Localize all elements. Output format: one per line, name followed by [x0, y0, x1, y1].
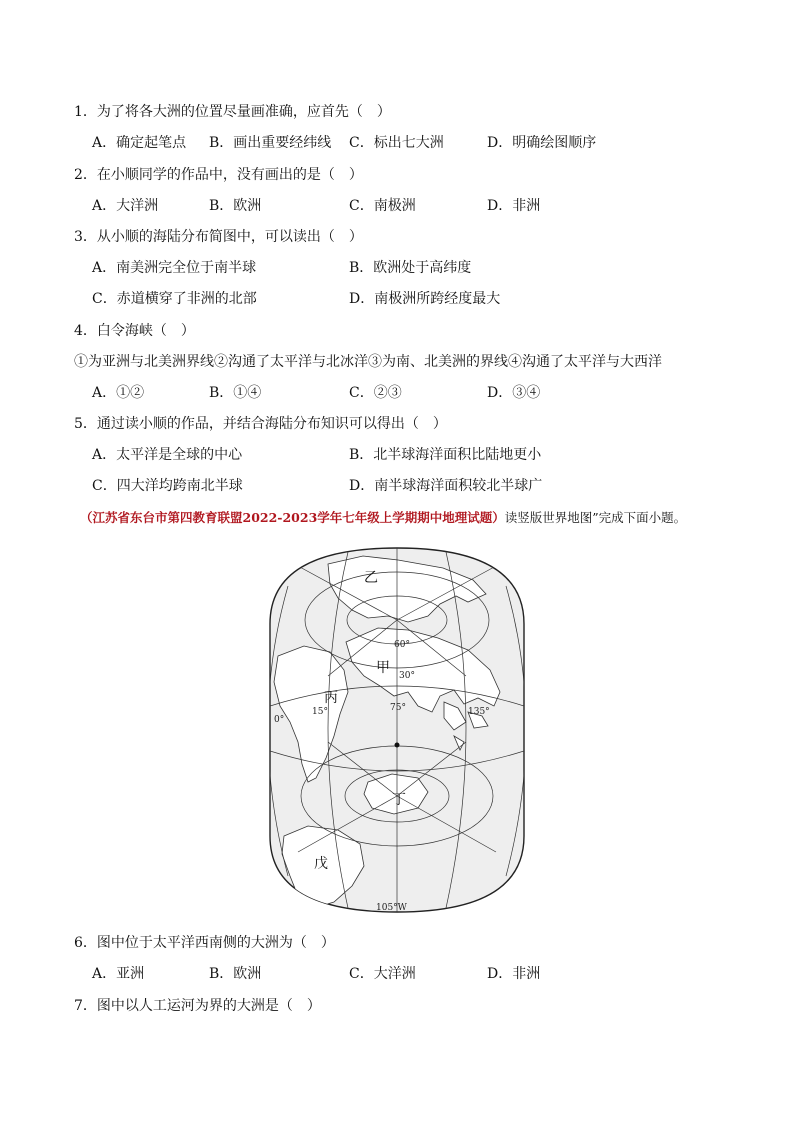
label-yi: 乙 — [364, 570, 378, 586]
q3-option-c: C．赤道横穿了非洲的北部 — [92, 291, 257, 307]
question-4-stem: 4．白令海峡（ ） — [74, 323, 195, 339]
question-6-stem: 6．图中位于太平洋西南侧的大洲为（ ） — [74, 935, 335, 951]
q6-option-c: C．大洋洲 — [349, 966, 416, 982]
q4-statements: ①为亚洲与北美洲界线②沟通了太平洋与北冰洋③为南、北美洲的界线④沟通了太平洋与大西洋 — [74, 354, 662, 370]
q3-option-d: D．南极洲所跨经度最大 — [349, 291, 501, 307]
q5-option-c: C．四大洋均跨南北半球 — [92, 478, 243, 494]
label-ding: 丁 — [392, 792, 406, 808]
q2-option-a: A．大洋洲 — [92, 198, 159, 214]
degree-60: 60° — [394, 640, 410, 650]
vertical-world-map — [268, 546, 526, 914]
q5-option-b: B．北半球海洋面积比陆地更小 — [349, 447, 542, 463]
source-instruction: 读竖版世界地图”完成下面小题。 — [504, 510, 687, 525]
map-center-dot — [395, 743, 400, 748]
q2-option-b: B．欧洲 — [209, 198, 262, 214]
question-1-stem: 1．为了将各大洲的位置尽量画准确，应首先（ ） — [74, 104, 391, 120]
q5-option-d: D．南半球海洋面积较北半球广 — [349, 478, 543, 494]
q2-option-c: C．南极洲 — [349, 198, 416, 214]
q6-option-b: B．欧洲 — [209, 966, 262, 982]
question-5-stem: 5．通过读小顺的作品，并结合海陆分布知识可以得出（ ） — [74, 416, 447, 432]
question-7-stem: 7．图中以人工运河为界的大洲是（ ） — [74, 998, 321, 1014]
degree-135: 135° — [468, 707, 490, 717]
label-bing: 丙 — [324, 690, 338, 706]
q2-option-d: D．非洲 — [487, 198, 541, 214]
source-note — [80, 508, 686, 526]
q4-option-a: A．①② — [92, 385, 145, 401]
q3-option-b: B．欧洲处于高纬度 — [349, 260, 472, 276]
q6-option-a: A．亚洲 — [92, 966, 145, 982]
q1-option-b: B．画出重要经纬线 — [209, 135, 332, 151]
q1-option-c: C．标出七大洲 — [349, 135, 444, 151]
q3-option-a: A．南美洲完全位于南半球 — [92, 260, 257, 276]
q1-option-a: A．确定起笔点 — [92, 135, 187, 151]
question-3-stem: 3．从小顺的海陆分布简图中，可以读出（ ） — [74, 229, 363, 245]
q1-option-d: D．明确绘图顺序 — [487, 135, 597, 151]
degree-30: 30° — [399, 671, 415, 681]
q4-option-d: D．③④ — [487, 385, 541, 401]
label-wu: 戊 — [314, 856, 328, 872]
source-exam-name: （江苏省东台市第四教育联盟2022-2023学年七年级上学期期中地理试题） — [80, 510, 505, 525]
q5-option-a: A．太平洋是全球的中心 — [92, 447, 243, 463]
degree-15: 15° — [312, 707, 328, 717]
q6-option-d: D．非洲 — [487, 966, 541, 982]
label-jia: 甲 — [376, 660, 390, 676]
question-2-stem: 2．在小顺同学的作品中，没有画出的是（ ） — [74, 167, 363, 183]
degree-75: 75° — [390, 703, 406, 713]
q4-option-c: C．②③ — [349, 385, 402, 401]
degree-105w: 105°W — [376, 903, 407, 913]
q4-option-b: B．①④ — [209, 385, 262, 401]
degree-0: 0° — [274, 715, 285, 725]
